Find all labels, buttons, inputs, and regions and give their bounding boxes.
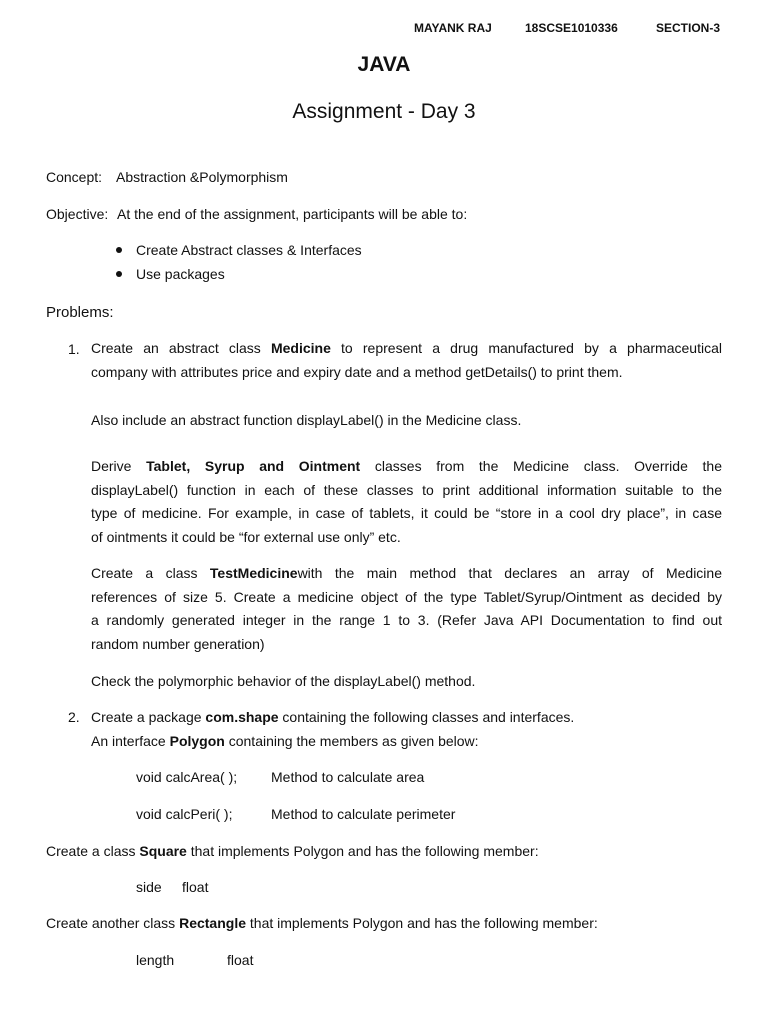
- interface-name-polygon: Polygon: [169, 733, 225, 749]
- problem1-paragraph3: Derive Tablet, Syrup and Ointment classes from the Medicine class. Override the displayLabel() function in each of these classes to print additional information suitable to the type of medicine. For example, in case of tablets, it could be “store in a cool dry place”, in case of ointments it could be “for external use only” etc.: [91, 458, 722, 545]
- package-name: com.shape: [205, 709, 279, 725]
- problem1-paragraph4: Create a class TestMedicinewith the main method that declares an array of Medicine references of size 5. Create a medicine object of the type Tablet/Syrup/Ointment as decided by a randomly generated integer in the range 1 to 3. (Refer Java API Documentation to find out random number generation): [91, 565, 722, 652]
- problem1-paragraph1: Create an abstract class Medicine to represent a drug manufactured by a pharmaceutical company with attributes price and expiry date and a method getDetails() to print them.: [91, 340, 722, 380]
- concept-label: Concept:: [46, 169, 103, 185]
- problem2-line1: Create a package com.shape containing the following classes and interfaces.: [91, 709, 575, 725]
- page-subtitle: Assignment - Day 3: [292, 100, 476, 123]
- member-description: Method to calculate perimeter: [271, 806, 456, 822]
- field-name: side: [136, 879, 162, 895]
- member-description: Method to calculate area: [271, 769, 425, 785]
- problems-heading: Problems:: [46, 304, 114, 321]
- objective-label: Objective:: [46, 206, 109, 222]
- member-signature: void calcPeri( );: [136, 806, 233, 822]
- objective-item: Use packages: [136, 266, 225, 282]
- author-name: MAYANK RAJ: [414, 21, 492, 35]
- problem2-line2: An interface Polygon containing the members as given below:: [91, 733, 479, 749]
- problem-number: 1.: [68, 341, 80, 357]
- rectangle-class-line: Create another class Rectangle that implements Polygon and has the following member:: [46, 915, 598, 931]
- class-name-square: Square: [139, 843, 187, 859]
- section-label: SECTION-3: [656, 21, 721, 35]
- member-signature: void calcArea( );: [136, 769, 238, 785]
- derived-class-names: Tablet, Syrup and Ointment: [146, 458, 361, 474]
- square-class-line: Create a class Square that implements Polygon and has the following member:: [46, 843, 539, 859]
- problem1-paragraph2: Also include an abstract function displayLabel() in the Medicine class.: [91, 412, 522, 428]
- class-name-medicine: Medicine: [270, 340, 331, 356]
- page-title: JAVA: [357, 53, 411, 76]
- objective-value: At the end of the assignment, participants will be able to:: [117, 206, 468, 222]
- class-name-rectangle: Rectangle: [179, 915, 246, 931]
- class-name-testmedicine: TestMedicine: [209, 565, 298, 581]
- field-name: length: [136, 952, 175, 968]
- problem1-paragraph5: Check the polymorphic behavior of the displayLabel() method.: [91, 673, 476, 689]
- objective-item: Create Abstract classes & Interfaces: [136, 242, 362, 258]
- field-type: float: [182, 879, 209, 895]
- concept-value: Abstraction &Polymorphism: [116, 169, 288, 185]
- field-type: float: [227, 952, 254, 968]
- roll-number: 18SCSE1010336: [525, 21, 618, 35]
- problem-number: 2.: [68, 709, 80, 725]
